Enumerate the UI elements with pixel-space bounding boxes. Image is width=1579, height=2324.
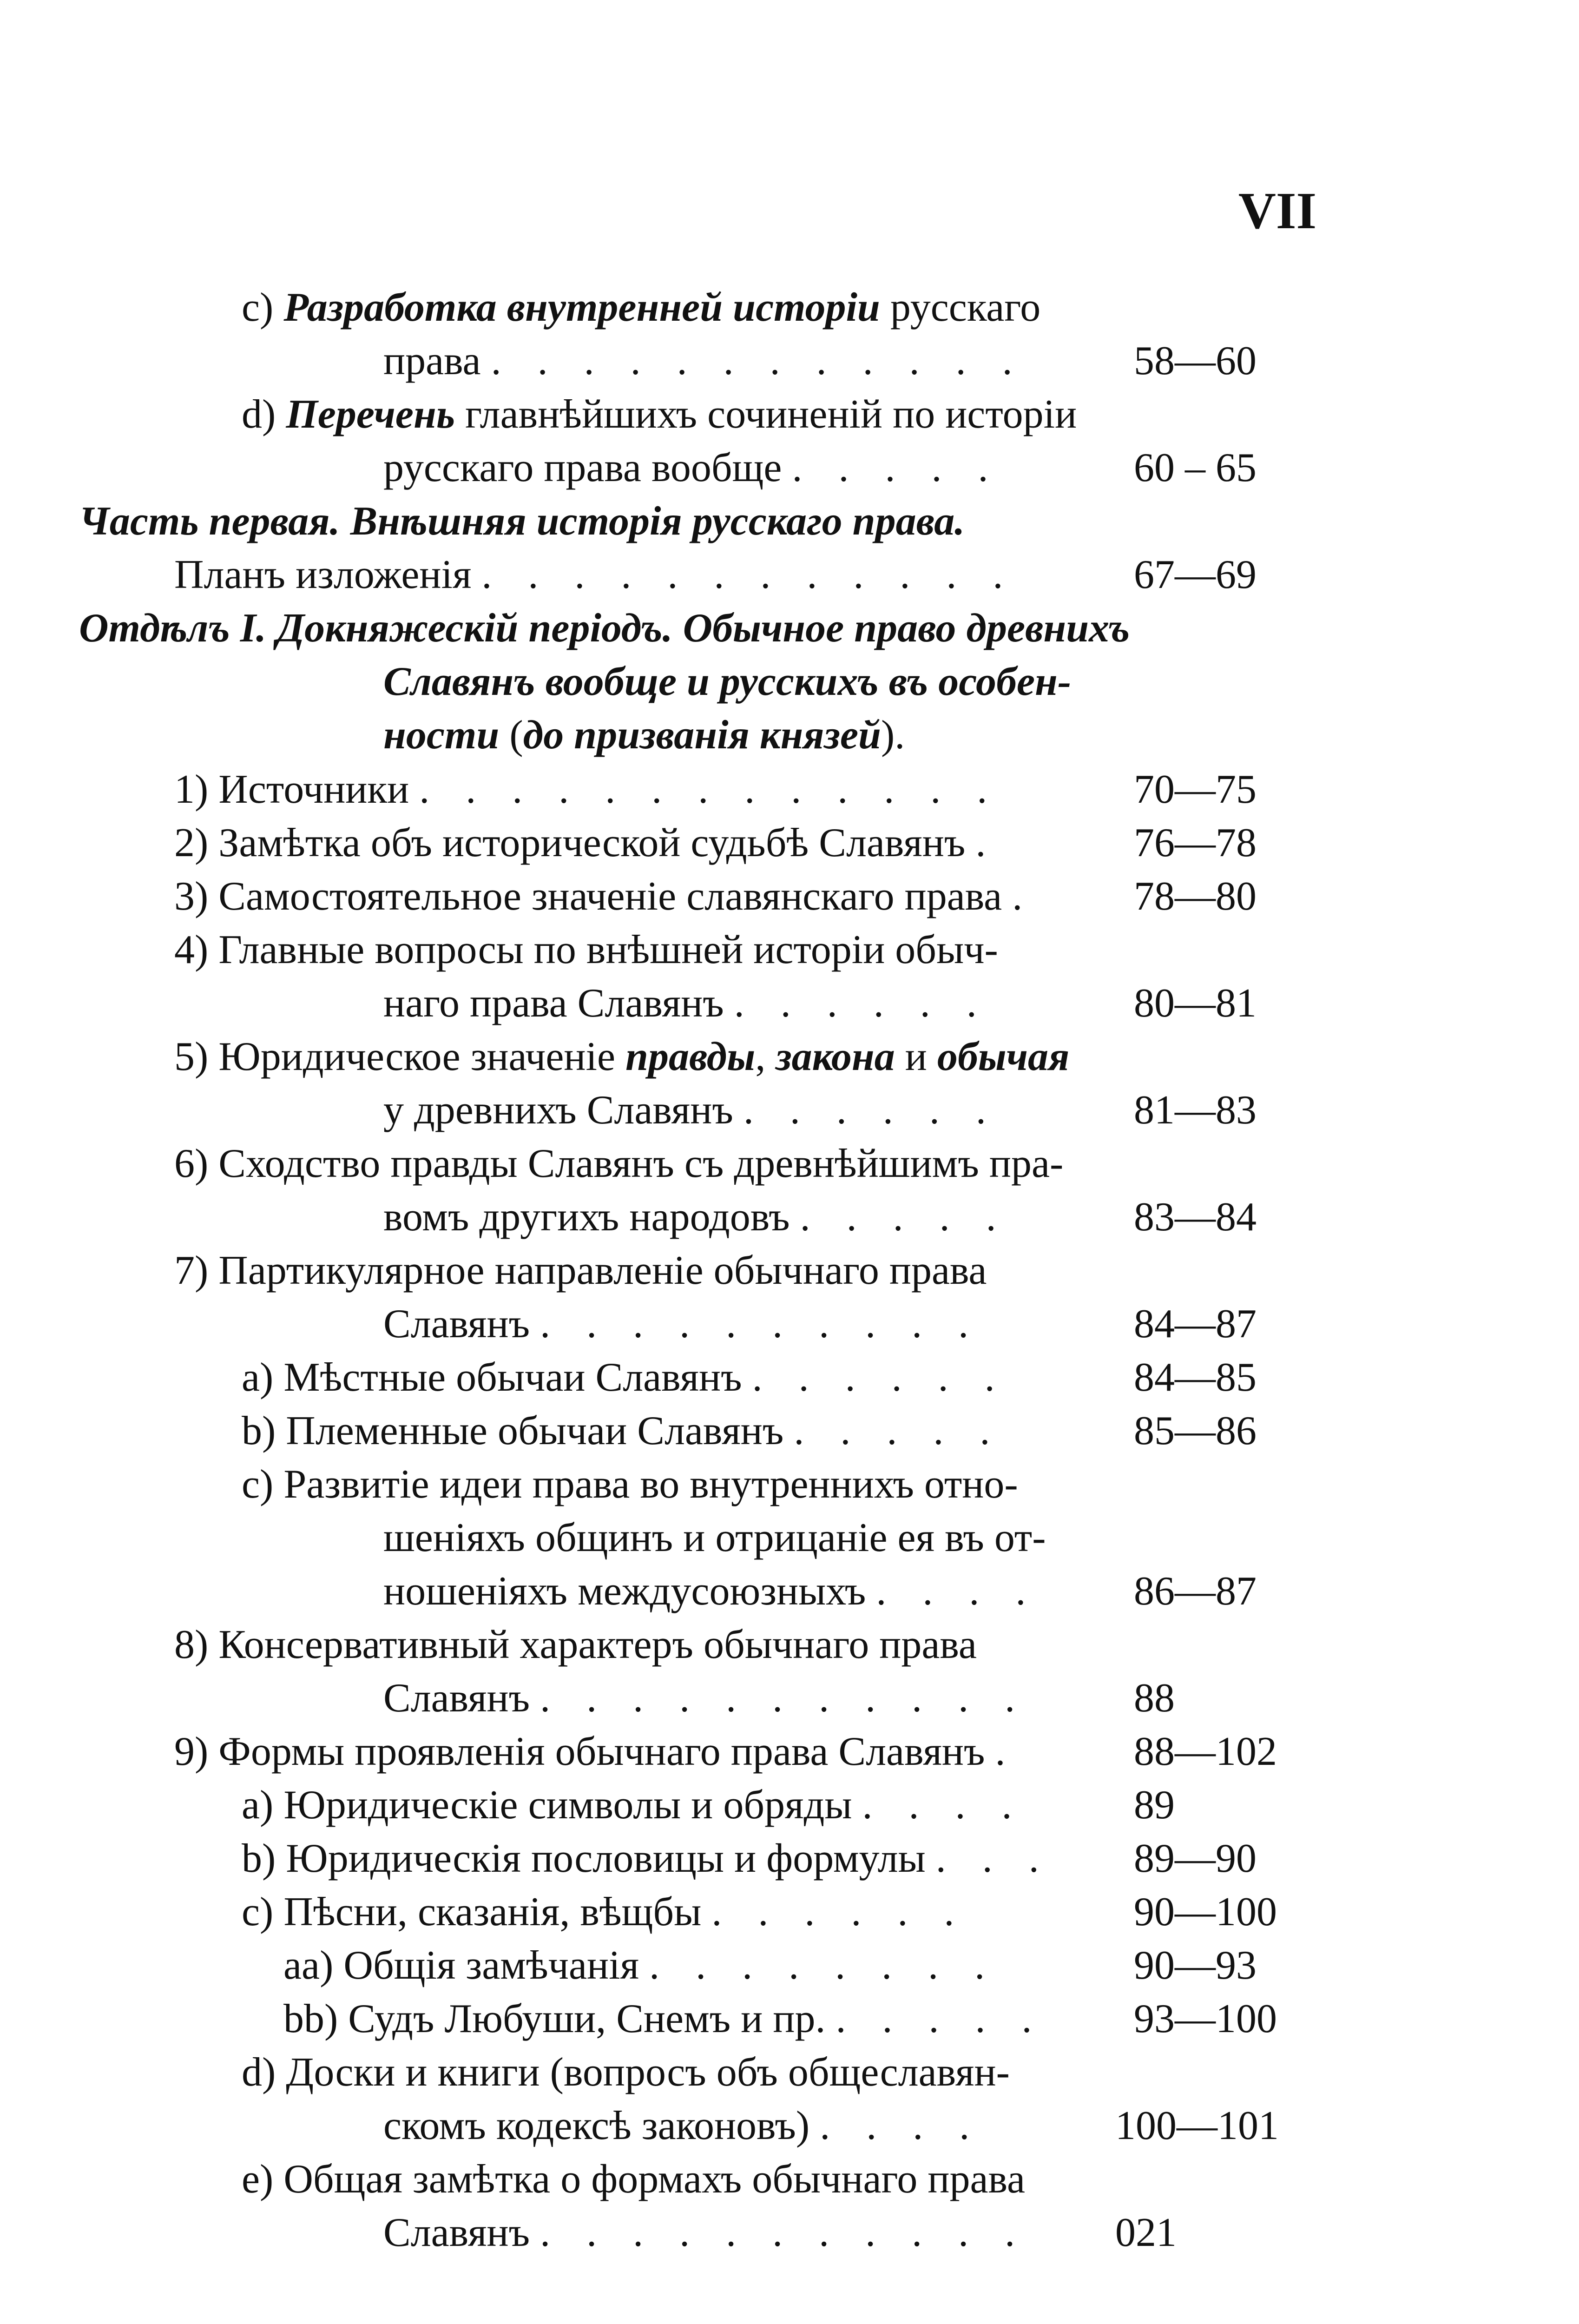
page-number: VII (1238, 182, 1317, 240)
toc-entry-9b (242, 1838, 1052, 1879)
entry-text: Славянъ (383, 1301, 530, 1347)
entry-italic-word: закона (776, 1034, 895, 1079)
toc-entry-5-line2 (383, 1090, 999, 1131)
leader-dots: . . . . (876, 1569, 1039, 1614)
page-range: 80—81 (1134, 981, 1257, 1026)
entry-italic-word: обычая (937, 1034, 1070, 1079)
toc-entry-9c-bb (283, 1996, 1045, 2041)
toc-entry-8-line1: 8) Консервативный характеръ обычнаго права (174, 1622, 977, 1667)
toc-entry-5-line1 (174, 1034, 1070, 1079)
toc-entry-9e-line2 (383, 2212, 1028, 2253)
entry-text: 3) Самостоятельное значеніе славянскаго права (174, 874, 1002, 919)
leader-dots: . . . . . (836, 1996, 1045, 2041)
page-range: 021 (1115, 2210, 1177, 2255)
page-range: 93—100 (1134, 1996, 1277, 2041)
leader-dots: . . . . . . . . . . . . (491, 338, 1026, 383)
page-range: 89 (1134, 1783, 1175, 1828)
entry-text: a) Мѣстные обычаи Славянъ (242, 1355, 742, 1400)
entry-text: Славянъ (383, 1676, 530, 1721)
leader-dots: . . . . . . (743, 1088, 999, 1133)
entry-text: 5) Юридическое значеніе (174, 1034, 626, 1079)
leader-dots: . . . . . . . . . . . . (481, 552, 1016, 597)
toc-entry-7-line1: 7) Партикулярное направленіе обычнаго права (174, 1248, 987, 1293)
leader-dots: . . . . . . . . . . . . . (419, 767, 1000, 812)
entry-text: ношеніяхъ междусоюзныхъ (383, 1569, 866, 1614)
entry-text: b) Юридическія пословицы и формулы (242, 1836, 926, 1881)
leader-dots: . . . . . . . . . . . (540, 2210, 1028, 2255)
heading-paren-close: ). (881, 713, 905, 758)
page-range: 86—87 (1134, 1569, 1257, 1614)
leader-dots: . . . . . . (711, 1889, 967, 1934)
page-range: 67—69 (1134, 552, 1257, 597)
page-range: 90—93 (1134, 1943, 1257, 1988)
leader-dots: . . . . . . . . . . (540, 1301, 982, 1347)
page-range: 60 – 65 (1134, 445, 1257, 490)
toc-entry-9d-line2 (383, 2103, 983, 2148)
leader-dots: . (1012, 874, 1036, 919)
toc-entry-d-line1 (242, 394, 1077, 435)
entry-text: наго права Славянъ (383, 981, 724, 1026)
leader-dots: . . . . . . (734, 981, 990, 1026)
entry-text: bb) Судъ Любуши, Снемъ и пр. (283, 1996, 826, 2041)
page-range: 70—75 (1134, 767, 1257, 812)
page-range: 89—90 (1134, 1836, 1257, 1881)
heading-fragment-italic: до призванія князей (523, 713, 881, 758)
toc-entry-4-line1: 4) Главные вопросы по внѣшней исторіи обыч- (174, 927, 998, 972)
toc-entry-2 (174, 820, 999, 865)
toc-entry-9 (174, 1731, 1019, 1772)
entry-text: у древнихъ Славянъ (383, 1088, 733, 1133)
toc-entry-d-line2 (383, 445, 1001, 490)
entry-text: 2) Замѣтка объ исторической судьбѣ Славянъ (174, 820, 966, 865)
toc-entry-7b (242, 1408, 1003, 1453)
toc-entry-9a (242, 1785, 1025, 1826)
toc-entry-6-line1: 6) Сходство правды Славянъ съ древнѣйшимъ пра- (174, 1141, 1064, 1186)
heading-fragment: ности (383, 713, 500, 758)
toc-entry-8-line2 (383, 1678, 1028, 1719)
toc-entry-plan (174, 552, 1016, 597)
page-range: 84—85 (1134, 1355, 1257, 1400)
entry-text: вомъ другихъ народовъ (383, 1195, 790, 1240)
page-range: 84—87 (1134, 1301, 1257, 1347)
section-heading-line2: Славянъ вообще и русскихъ въ особен- (383, 659, 1072, 704)
toc-entry-9c-aa (283, 1945, 998, 1986)
entry-text: 9) Формы проявленія обычнаго права Славянъ (174, 1729, 985, 1774)
heading-paren-open: ( (499, 713, 523, 758)
toc-entry-9c (242, 1889, 967, 1934)
leader-dots: . . . . . . (752, 1355, 1008, 1400)
page-range: 58—60 (1134, 338, 1257, 383)
page-range: 90—100 (1134, 1889, 1277, 1934)
toc-entry-7a (242, 1357, 1008, 1398)
entry-text: 1) Источники (174, 767, 409, 812)
entry-text: a) Юридическіе символы и обряды (242, 1783, 852, 1828)
entry-title-rest: главнѣйшихъ сочиненій по исторіи (455, 392, 1077, 437)
entry-title-italic: Перечень (286, 392, 455, 437)
entry-text: скомъ кодексѣ законовъ) (383, 2103, 810, 2148)
entry-text: русскаго права вообще (383, 445, 782, 490)
leader-dots: . (975, 820, 999, 865)
entry-title-italic: Разработка внутренней исторіи (283, 285, 880, 330)
toc-entry-4-line2 (383, 983, 990, 1024)
page-range: 85—86 (1134, 1408, 1257, 1453)
toc-entry-c-line2 (383, 338, 1026, 383)
page-range: 88—102 (1134, 1729, 1277, 1774)
page-range: 78—80 (1134, 874, 1257, 919)
entry-text: Славянъ (383, 2210, 530, 2255)
leader-dots: . . . . . . . . . . . (540, 1676, 1028, 1721)
entry-text: aa) Общія замѣчанія (283, 1943, 639, 1988)
toc-entry-7c-line2: шеніяхъ общинъ и отрицаніе ея въ от- (383, 1515, 1046, 1560)
entry-title-rest: русскаго (880, 285, 1041, 330)
leader-dots: . . . . . (792, 445, 1001, 490)
leader-dots: . . . . . . . . (649, 1943, 998, 1988)
section-heading-line3 (383, 715, 905, 756)
entry-text: c) Пѣсни, сказанія, вѣщбы (242, 1889, 702, 1934)
page-range: 81—83 (1134, 1088, 1257, 1133)
entry-text: b) Племенные обычаи Славянъ (242, 1408, 784, 1453)
toc-entry-7c-line3 (383, 1571, 1039, 1612)
toc-entry-c-line1 (242, 287, 1040, 328)
page-range: 83—84 (1134, 1195, 1257, 1240)
page-range: 76—78 (1134, 820, 1257, 865)
leader-dots: . . . . . (794, 1408, 1003, 1453)
toc-entry-7c-line1: c) Развитіе идеи права во внутреннихъ отно- (242, 1462, 1018, 1507)
toc-entry-9d-line1: d) Доски и книги (вопросъ объ общеславян- (242, 2050, 1010, 2095)
leader-dots: . . . . (820, 2103, 983, 2148)
entry-text: , (755, 1034, 776, 1079)
page-range: 100—101 (1115, 2103, 1279, 2148)
leader-dots: . . . (935, 1836, 1052, 1881)
leader-dots: . (995, 1729, 1019, 1774)
toc-entry-3 (174, 876, 1035, 917)
entry-text: права (383, 338, 481, 383)
entry-marker: d) (242, 392, 276, 437)
toc-entry-9e-line1: e) Общая замѣтка о формахъ обычнаго права (242, 2157, 1026, 2202)
page-range: 88 (1134, 1676, 1175, 1721)
leader-dots: . . . . (862, 1783, 1025, 1828)
leader-dots: . . . . . (800, 1195, 1009, 1240)
entry-text: Планъ изложенія (174, 552, 472, 597)
entry-marker: c) (242, 285, 274, 330)
toc-entry-6-line2 (383, 1197, 1009, 1238)
section-heading-line1: Отдѣлъ I. Докняжескій періодъ. Обычное право древнихъ (79, 606, 1130, 651)
entry-italic-word: правды (625, 1034, 756, 1079)
toc-entry-7-line2 (383, 1301, 982, 1347)
part-heading: Часть первая. Внѣшняя исторія русскаго права. (79, 499, 965, 544)
entry-text: и (895, 1034, 937, 1079)
toc-entry-1 (174, 769, 1000, 810)
